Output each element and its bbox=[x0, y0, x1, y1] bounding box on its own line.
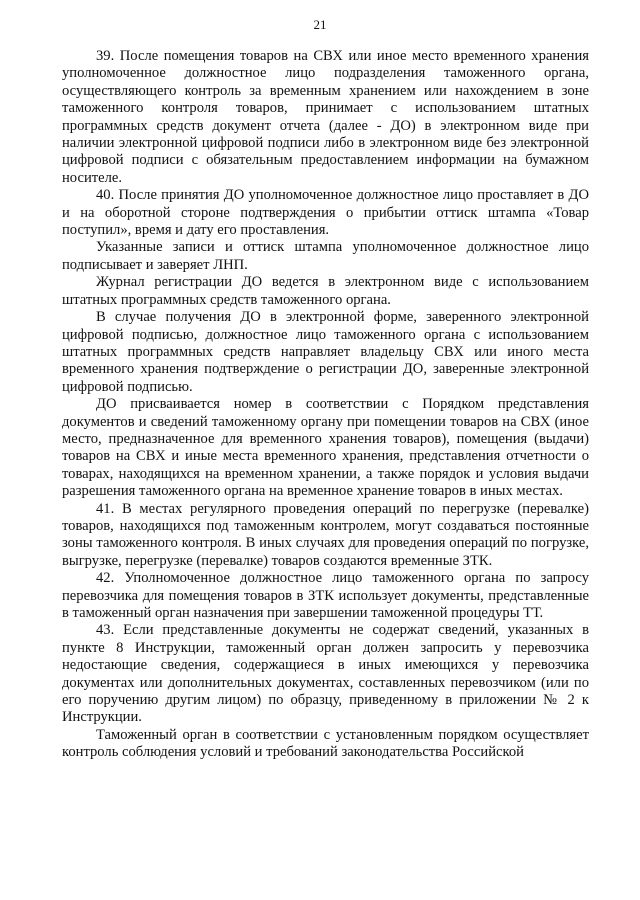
paragraph-39: 39. После помещения товаров на СВХ или иное место временного хранения уполномоченное должностное лицо подразделения таможенного органа, осуществляющего контроль за временным хранением или нахождением в зоне таможенного контроля товаров, принимает с использованием штатных программных средств документ отчета (далее - ДО) в электронном виде при наличии электронной цифровой подписи либо в электронном виде без электронной цифровой подписи с обязательным предоставлением информации на бумажном носителе. bbox=[62, 48, 589, 186]
paragraph-40-signature-note: Указанные записи и оттиск штампа уполномоченное должностное лицо подписывает и заверяет ЛНП. bbox=[62, 239, 589, 273]
paragraph-40-numbering: ДО присваивается номер в соответствии с Порядком представления документов и сведений таможенному органу при помещении товаров на СВХ (иное место, предназначенное для временного хранения товаров), помещения (выдачи) товаров на СВХ и иные места временного хранения, представления отчетности о товарах, находящихся на временном хранении, а также порядок и условия выдачи разрешения таможенного органа на временное хранение товаров в иных местах. bbox=[62, 396, 589, 500]
paragraph-40-electronic-form: В случае получения ДО в электронной форме, заверенного электронной цифровой подписью, должностное лицо таможенного органа с использованием штатных программных средств направляет владельцу СВХ или иного места временного хранения подтверждение о регистрации ДО, заверенные электронной цифровой подписью. bbox=[62, 309, 589, 395]
paragraph-42: 42. Уполномоченное должностное лицо таможенного органа по запросу перевозчика для помещения товаров в ЗТК использует документы, представленные в таможенный орган назначения при завершении таможенной процедуры ТТ. bbox=[62, 570, 589, 621]
paragraph-43: 43. Если представленные документы не содержат сведений, указанных в пункте 8 Инструкции, таможенный орган должен запросить у перевозчика недостающие сведения, содержащиеся в иных имеющихся у перевозчика документах или дополнительных документах, составленных перевозчиком (или по его поручению другим лицом) по образцу, приведенному в приложении № 2 к Инструкции. bbox=[62, 622, 589, 726]
page-number: 21 bbox=[313, 17, 327, 32]
paragraph-41: 41. В местах регулярного проведения операций по перегрузке (перевалке) товаров, находящихся под таможенным контролем, могут создаваться постоянные зоны таможенного контроля. В иных случаях для проведения операций по погрузке, выгрузке, перегрузке (перевалке) товаров создаются временные ЗТК. bbox=[62, 500, 589, 569]
document-body bbox=[62, 48, 589, 762]
paragraph-40-journal: Журнал регистрации ДО ведется в электронном виде с использованием штатных программных средств таможенного органа. bbox=[62, 274, 589, 308]
paragraph-43-control: Таможенный орган в соответствии с установленным порядком осуществляет контроль соблюдения условий и требований законодательства Российской bbox=[62, 726, 589, 761]
paragraph-40: 40. После принятия ДО уполномоченное должностное лицо проставляет в ДО и на оборотной стороне подтверждения о прибытии оттиск штампа «Товар поступил», время и дату его проставления. bbox=[62, 187, 589, 239]
